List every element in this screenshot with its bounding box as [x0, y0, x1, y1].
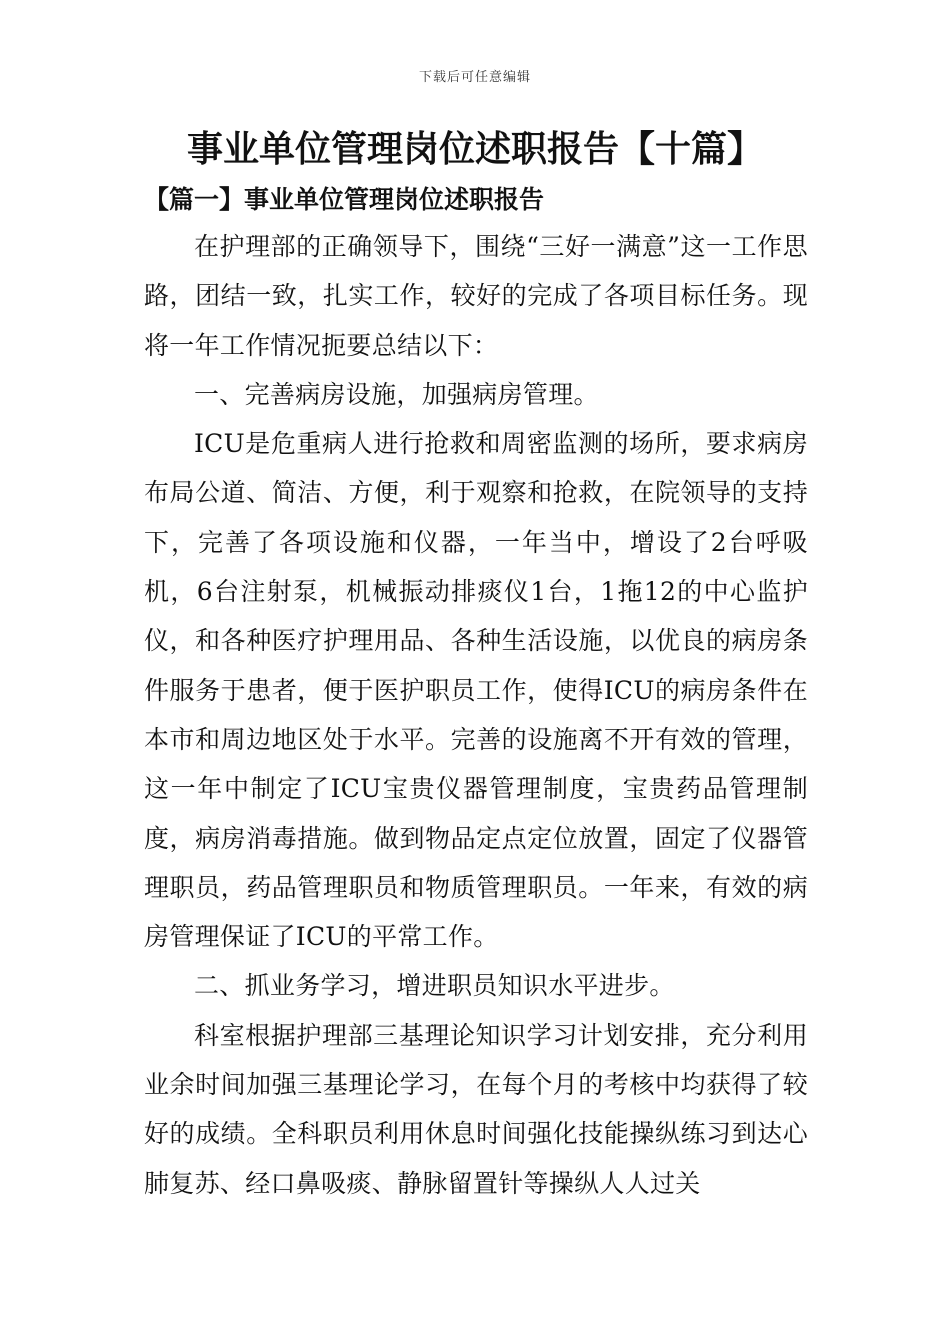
- section-heading: 【篇一】事业单位管理岗位述职报告: [144, 185, 545, 214]
- paragraph-intro: 在护理部的正确领导下，围绕“三好一满意”这一工作思路，团结一致，扎实工作，较好的完成了各项目标任务。现将一年工作情况扼要总结以下：: [144, 232, 808, 360]
- page-title: 事业单位管理岗位述职报告【十篇】: [186, 129, 763, 170]
- header-note: 下载后可任意编辑: [418, 70, 531, 85]
- document-body: [144, 222, 808, 1208]
- paragraph-study: 科室根据护理部三基理论知识学习计划安排，充分利用业余时间加强三基理论学习，在每个月的考核中均获得了较好的成绩。全科职员利用休息时间强化技能操纵练习到达心肺复苏、经口鼻吸痰、静脉留置针等操纵人人过关: [144, 1020, 808, 1198]
- paragraph-heading-1: 一、完善病房设施，加强病房管理。: [194, 379, 599, 409]
- paragraph-heading-2: 二、抓业务学习，增进职员知识水平进步。: [194, 971, 675, 1001]
- paragraph-ward-management: ICU是危重病人进行抢救和周密监测的场所，要求病房布局公道、简洁、方便，利于观察和抢救，在院领导的支持下，完善了各项设施和仪器，一年当中，增设了2台呼吸机，6台注射泵，机械振动排痰仪1台，1拖12的中心监护仪，和各种医疗护理用品、各种生活设施，以优良的病房条件服务于患者，便于医护职员工作，使得ICU的病房条件在本市和周边地区处于水平。完善的设施离不开有效的管理，这一年中制定了ICU宝贵仪器管理制度，宝贵药品管理制度，病房消毒措施。做到物品定点定位放置，固定了仪器管理职员，药品管理职员和物质管理职员。一年来，有效的病房管理保证了ICU的平常工作。: [144, 429, 809, 952]
